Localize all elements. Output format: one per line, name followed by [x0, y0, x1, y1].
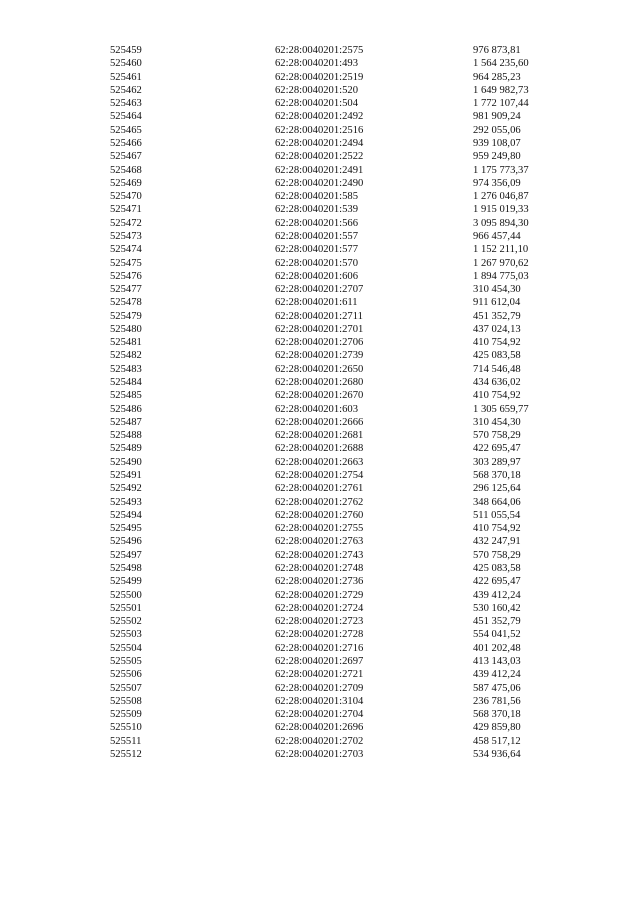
table-row [0, 562, 640, 575]
table-row [0, 323, 640, 336]
table-row [0, 150, 640, 163]
cadastral-value: 1 175 773,37 [473, 164, 529, 176]
table-row [0, 57, 640, 70]
cadastral-value: 3 095 894,30 [473, 217, 529, 229]
cadastral-value: 939 108,07 [473, 137, 521, 149]
cadastral-value: 1 564 235,60 [473, 58, 529, 70]
cadastral-number: 62:28:0040201:2494 [275, 137, 364, 149]
cadastral-value: 236 781,56 [473, 695, 521, 707]
table-row [0, 296, 640, 309]
record-number: 525476 [110, 270, 142, 282]
record-number: 525469 [110, 177, 142, 189]
record-number: 525499 [110, 576, 142, 588]
cadastral-number: 62:28:0040201:611 [275, 297, 358, 309]
record-number: 525489 [110, 443, 142, 455]
cadastral-value: 410 754,92 [473, 523, 521, 535]
table-row [0, 137, 640, 150]
record-number: 525483 [110, 363, 142, 375]
cadastral-number: 62:28:0040201:2680 [275, 377, 364, 389]
cadastral-value: 296 125,64 [473, 483, 521, 495]
cadastral-value: 714 546,48 [473, 363, 521, 375]
table-row [0, 190, 640, 203]
table-row [0, 243, 640, 256]
record-number: 525492 [110, 483, 142, 495]
record-number: 525474 [110, 244, 142, 256]
table-row [0, 442, 640, 455]
table-row [0, 509, 640, 522]
record-number: 525466 [110, 137, 142, 149]
record-number: 525490 [110, 456, 142, 468]
record-number: 525504 [110, 642, 142, 654]
cadastral-value: 425 083,58 [473, 562, 521, 574]
cadastral-number: 62:28:0040201:2701 [275, 323, 364, 335]
cadastral-number: 62:28:0040201:2723 [275, 616, 364, 628]
cadastral-value: 437 024,13 [473, 323, 521, 335]
cadastral-number: 62:28:0040201:603 [275, 403, 358, 415]
table-row [0, 230, 640, 243]
cadastral-value: 1 152 211,10 [473, 244, 529, 256]
table-row [0, 217, 640, 230]
cadastral-value: 959 249,80 [473, 151, 521, 163]
cadastral-value: 439 412,24 [473, 669, 521, 681]
cadastral-number: 62:28:0040201:2491 [275, 164, 364, 176]
cadastral-value: 410 754,92 [473, 390, 521, 402]
cadastral-value: 964 285,23 [473, 71, 521, 83]
table-row [0, 349, 640, 362]
cadastral-value: 401 202,48 [473, 642, 521, 654]
table-row [0, 708, 640, 721]
cadastral-number: 62:28:0040201:3104 [275, 695, 364, 707]
cadastral-value: 1 649 982,73 [473, 84, 529, 96]
record-number: 525510 [110, 722, 142, 734]
table-row [0, 522, 640, 535]
table-row [0, 482, 640, 495]
cadastral-value: 911 612,04 [473, 297, 521, 309]
cadastral-value: 451 352,79 [473, 616, 521, 628]
cadastral-number: 62:28:0040201:2711 [275, 310, 363, 322]
cadastral-number: 62:28:0040201:577 [275, 244, 358, 256]
cadastral-number: 62:28:0040201:570 [275, 257, 358, 269]
cadastral-number: 62:28:0040201:2670 [275, 390, 364, 402]
cadastral-number: 62:28:0040201:2492 [275, 111, 364, 123]
cadastral-value: 1 915 019,33 [473, 204, 529, 216]
cadastral-number: 62:28:0040201:2760 [275, 509, 364, 521]
cadastral-value: 434 636,02 [473, 377, 521, 389]
record-number: 525511 [110, 735, 142, 747]
cadastral-value: 587 475,06 [473, 682, 521, 694]
record-number: 525498 [110, 562, 142, 574]
cadastral-value: 439 412,24 [473, 589, 521, 601]
table-row [0, 456, 640, 469]
table-row [0, 429, 640, 442]
table-row [0, 695, 640, 708]
record-number: 525461 [110, 71, 142, 83]
record-number: 525477 [110, 284, 142, 296]
record-number: 525512 [110, 748, 142, 760]
table-row [0, 602, 640, 615]
record-number: 525485 [110, 390, 142, 402]
data-table [0, 44, 640, 761]
table-row [0, 389, 640, 402]
record-number: 525493 [110, 496, 142, 508]
cadastral-number: 62:28:0040201:493 [275, 58, 358, 70]
table-row [0, 748, 640, 761]
record-number: 525506 [110, 669, 142, 681]
cadastral-value: 1 276 046,87 [473, 191, 529, 203]
record-number: 525481 [110, 337, 142, 349]
cadastral-number: 62:28:0040201:2721 [275, 669, 364, 681]
record-number: 525503 [110, 629, 142, 641]
cadastral-number: 62:28:0040201:2681 [275, 430, 364, 442]
table-row [0, 110, 640, 123]
record-number: 525478 [110, 297, 142, 309]
table-row [0, 270, 640, 283]
record-number: 525463 [110, 98, 142, 110]
cadastral-number: 62:28:0040201:2516 [275, 124, 364, 136]
record-number: 525464 [110, 111, 142, 123]
record-number: 525508 [110, 695, 142, 707]
record-number: 525496 [110, 536, 142, 548]
cadastral-number: 62:28:0040201:2697 [275, 655, 364, 667]
cadastral-number: 62:28:0040201:2702 [275, 735, 364, 747]
cadastral-number: 62:28:0040201:2728 [275, 629, 364, 641]
cadastral-number: 62:28:0040201:2729 [275, 589, 364, 601]
table-row [0, 376, 640, 389]
cadastral-value: 310 454,30 [473, 416, 521, 428]
record-number: 525488 [110, 430, 142, 442]
table-row [0, 416, 640, 429]
record-number: 525465 [110, 124, 142, 136]
cadastral-value: 422 695,47 [473, 576, 521, 588]
record-number: 525486 [110, 403, 142, 415]
table-row [0, 615, 640, 628]
cadastral-number: 62:28:0040201:2736 [275, 576, 364, 588]
cadastral-value: 429 859,80 [473, 722, 521, 734]
cadastral-number: 62:28:0040201:2716 [275, 642, 364, 654]
record-number: 525497 [110, 549, 142, 561]
record-number: 525468 [110, 164, 142, 176]
table-row [0, 628, 640, 641]
cadastral-value: 413 143,03 [473, 655, 521, 667]
cadastral-number: 62:28:0040201:2755 [275, 523, 364, 535]
record-number: 525484 [110, 377, 142, 389]
record-number: 525470 [110, 191, 142, 203]
cadastral-number: 62:28:0040201:2754 [275, 470, 364, 481]
table-row [0, 403, 640, 416]
record-number: 525509 [110, 709, 142, 721]
cadastral-value: 410 754,92 [473, 337, 521, 349]
record-number: 525500 [110, 589, 142, 601]
table-row [0, 310, 640, 323]
cadastral-number: 62:28:0040201:2696 [275, 722, 364, 734]
table-row [0, 575, 640, 588]
cadastral-number: 62:28:0040201:504 [275, 98, 358, 110]
record-number: 525471 [110, 204, 142, 216]
record-number: 525475 [110, 257, 142, 269]
cadastral-number: 62:28:0040201:557 [275, 230, 358, 242]
cadastral-number: 62:28:0040201:2706 [275, 337, 364, 349]
cadastral-value: 348 664,06 [473, 496, 521, 508]
record-number: 525460 [110, 58, 142, 70]
cadastral-number: 62:28:0040201:2707 [275, 284, 364, 296]
table-row [0, 44, 640, 57]
record-number: 525467 [110, 151, 142, 163]
cadastral-number: 62:28:0040201:2724 [275, 602, 364, 614]
table-row [0, 682, 640, 695]
table-row [0, 283, 640, 296]
cadastral-value: 1 305 659,77 [473, 403, 529, 415]
record-number: 525491 [110, 470, 142, 481]
cadastral-value: 554 041,52 [473, 629, 521, 641]
cadastral-number: 62:28:0040201:2703 [275, 748, 364, 760]
cadastral-value: 981 909,24 [473, 111, 521, 123]
record-number: 525472 [110, 217, 142, 229]
table-row [0, 549, 640, 562]
cadastral-value: 568 370,18 [473, 470, 521, 481]
cadastral-value: 511 055,54 [473, 509, 521, 521]
cadastral-number: 62:28:0040201:520 [275, 84, 358, 96]
table-row [0, 496, 640, 509]
record-number: 525462 [110, 84, 142, 96]
table-row [0, 721, 640, 734]
table-row [0, 642, 640, 655]
cadastral-value: 570 758,29 [473, 430, 521, 442]
cadastral-value: 570 758,29 [473, 549, 521, 561]
table-row [0, 97, 640, 110]
table-row [0, 71, 640, 84]
cadastral-number: 62:28:0040201:2490 [275, 177, 364, 189]
record-number: 525487 [110, 416, 142, 428]
cadastral-value: 292 055,06 [473, 124, 521, 136]
cadastral-value: 451 352,79 [473, 310, 521, 322]
cadastral-number: 62:28:0040201:2709 [275, 682, 364, 694]
cadastral-number: 62:28:0040201:2704 [275, 709, 364, 721]
cadastral-number: 62:28:0040201:2762 [275, 496, 364, 508]
record-number: 525480 [110, 323, 142, 335]
table-row [0, 363, 640, 376]
cadastral-number: 62:28:0040201:2519 [275, 71, 364, 83]
table-row [0, 655, 640, 668]
record-number: 525482 [110, 350, 142, 362]
record-number: 525473 [110, 230, 142, 242]
cadastral-value: 974 356,09 [473, 177, 521, 189]
table-row [0, 735, 640, 748]
record-number: 525495 [110, 523, 142, 535]
record-number: 525501 [110, 602, 142, 614]
record-number: 525459 [110, 45, 142, 56]
table-row [0, 177, 640, 190]
cadastral-number: 62:28:0040201:2666 [275, 416, 364, 428]
cadastral-number: 62:28:0040201:2748 [275, 562, 364, 574]
table-row [0, 535, 640, 548]
cadastral-number: 62:28:0040201:566 [275, 217, 358, 229]
cadastral-number: 62:28:0040201:539 [275, 204, 358, 216]
cadastral-value: 534 936,64 [473, 748, 521, 760]
cadastral-value: 310 454,30 [473, 284, 521, 296]
cadastral-number: 62:28:0040201:2763 [275, 536, 364, 548]
table-row [0, 84, 640, 97]
cadastral-number: 62:28:0040201:2739 [275, 350, 364, 362]
cadastral-value: 1 894 775,03 [473, 270, 529, 282]
cadastral-value: 422 695,47 [473, 443, 521, 455]
record-number: 525505 [110, 655, 142, 667]
cadastral-value: 1 267 970,62 [473, 257, 529, 269]
table-row [0, 668, 640, 681]
table-row [0, 203, 640, 216]
cadastral-value: 432 247,91 [473, 536, 521, 548]
table-row [0, 124, 640, 137]
cadastral-number: 62:28:0040201:585 [275, 191, 358, 203]
cadastral-value: 568 370,18 [473, 709, 521, 721]
cadastral-number: 62:28:0040201:2663 [275, 456, 364, 468]
cadastral-number: 62:28:0040201:2761 [275, 483, 364, 495]
cadastral-number: 62:28:0040201:2575 [275, 45, 364, 56]
cadastral-value: 530 160,42 [473, 602, 521, 614]
cadastral-value: 458 517,12 [473, 735, 521, 747]
table-row [0, 589, 640, 602]
cadastral-number: 62:28:0040201:2743 [275, 549, 364, 561]
table-row [0, 469, 640, 482]
table-row [0, 164, 640, 177]
cadastral-number: 62:28:0040201:2650 [275, 363, 364, 375]
cadastral-value: 425 083,58 [473, 350, 521, 362]
table-row [0, 336, 640, 349]
record-number: 525494 [110, 509, 142, 521]
cadastral-number: 62:28:0040201:2522 [275, 151, 364, 163]
cadastral-value: 1 772 107,44 [473, 98, 529, 110]
cadastral-number: 62:28:0040201:2688 [275, 443, 364, 455]
record-number: 525502 [110, 616, 142, 628]
record-number: 525479 [110, 310, 142, 322]
cadastral-value: 976 873,81 [473, 45, 521, 56]
cadastral-value: 303 289,97 [473, 456, 521, 468]
table-row [0, 257, 640, 270]
cadastral-value: 966 457,44 [473, 230, 521, 242]
record-number: 525507 [110, 682, 142, 694]
cadastral-number: 62:28:0040201:606 [275, 270, 358, 282]
